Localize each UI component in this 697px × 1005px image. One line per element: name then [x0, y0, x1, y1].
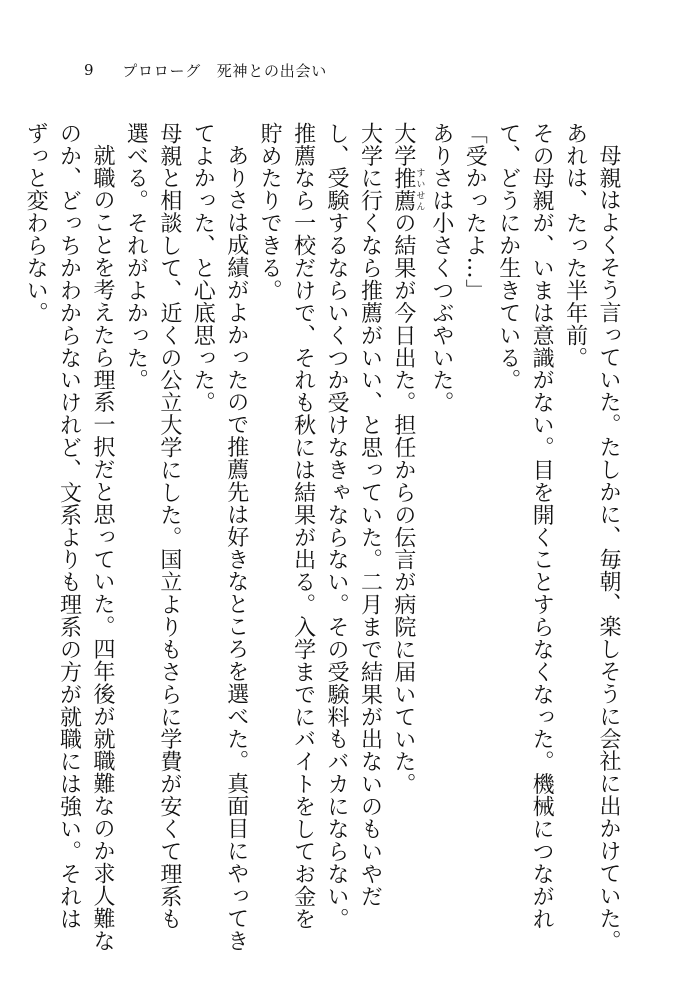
paragraph: 母親と相談して、近くの公立大学にした。国立よりもさらに学費が安くて理系も選べる。それがよかった。 — [123, 122, 182, 930]
paragraph: あれは、たった半年前。 — [562, 122, 588, 369]
ruby-base: 推薦 — [390, 166, 416, 212]
paragraph: 母親はよくそう言っていた。たしかに、毎朝、楽しそうに会社に出かけていた。 — [596, 144, 621, 952]
text-segment: の結果が今日出た。担任からの伝言が病院に届いていた。 — [390, 211, 416, 796]
text-segment: 大学 — [390, 122, 416, 167]
page-number: 9 — [84, 61, 95, 79]
paragraph: ありさは成績がよかったので推薦先は好きなところを選べた。真面目にやってきてよかった、と心底思った。 — [190, 122, 249, 952]
paragraph: 大学に行くなら推薦がいい、と思っていた。二月まで結果が出ないのもいやだし、受験するならいくつか受けなきゃならない。その受験料もバカにならない。推薦なら一校だけで、それも秋には結果が出る。入学までにバイトをしてお金を貯めたりできる。 — [257, 122, 383, 930]
running-title: プロローグ 死神との出会い — [122, 61, 328, 80]
paragraph-with-ruby — [386, 122, 424, 952]
page-header — [84, 58, 327, 82]
ruby-annotation — [390, 166, 425, 212]
paragraph: ありさは小さくつぶやいた。 — [428, 122, 454, 414]
paragraph: その母親が、いまは意識がない。目を開くことすらなくなった。機械につながれて、どうにか生きている。 — [495, 122, 555, 930]
dialogue-line: 「受かったよ…」 — [462, 122, 488, 302]
paragraph: 就職のことを考えたら理系一択だと思っていた。四年後が就職難なのか求人難なのか、どっちかわからないけれど、文系よりも理系の方が就職には強い。それはずっと変わらない。 — [23, 122, 115, 952]
ruby-reading: すいせん — [414, 166, 425, 212]
novel-body-text — [23, 122, 625, 952]
